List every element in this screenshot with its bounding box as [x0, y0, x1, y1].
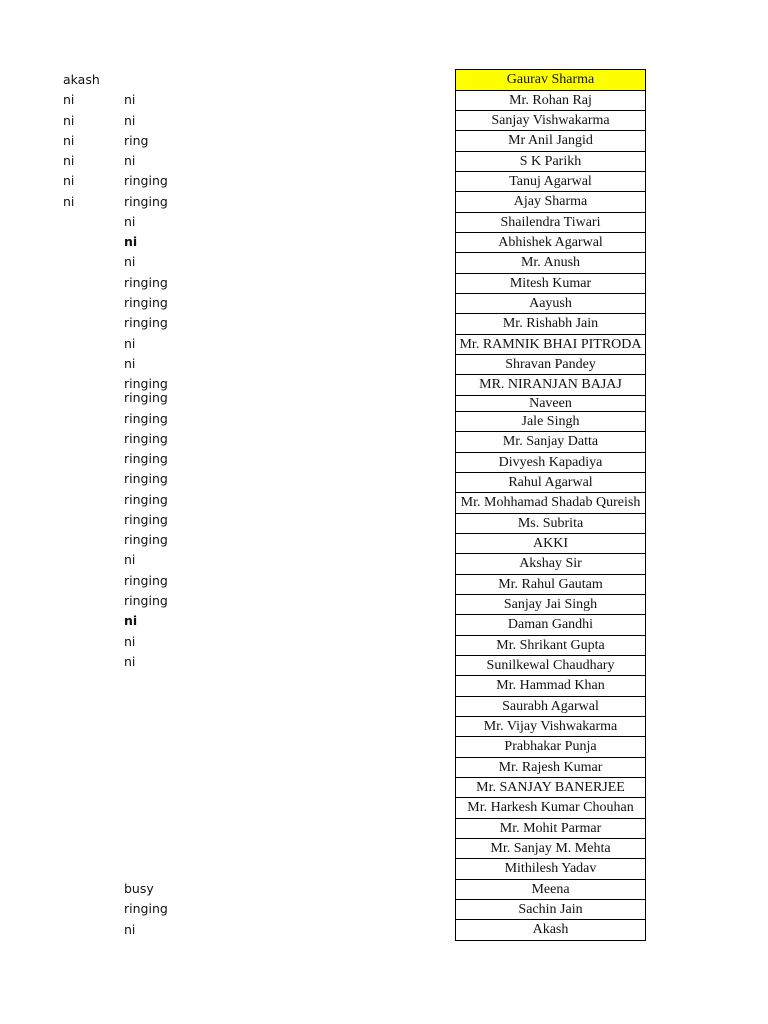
- name-cell: [455, 757, 646, 778]
- name-text: Akash: [532, 922, 569, 937]
- status-a-cell: ni: [63, 153, 75, 169]
- name-cell: [455, 899, 646, 920]
- status-b-cell: ni: [124, 92, 136, 108]
- name-text: MR. NIRANJAN BAJAJ: [479, 377, 622, 392]
- name-cell: [455, 635, 646, 656]
- name-text: Mitesh Kumar: [509, 275, 592, 291]
- name-text: Akshay Sir: [519, 556, 582, 571]
- name-cell: [455, 574, 646, 595]
- name-cell: [455, 777, 646, 798]
- status-b-cell: ni: [124, 254, 136, 270]
- name-cell: [455, 818, 646, 839]
- name-text: Mr. Harkesh Kumar Chouhan: [467, 800, 634, 815]
- name-text: Saurabh Agarwal: [502, 698, 599, 714]
- name-text: Mr. Sanjay M. Mehta: [490, 840, 611, 856]
- status-b-cell: ringing: [124, 430, 168, 446]
- status-b-cell: ringing: [124, 491, 168, 507]
- name-cell: [455, 110, 646, 131]
- status-b-cell: ni: [124, 552, 136, 568]
- name-cell: [455, 90, 646, 111]
- name-text: Tanuj Agarwal: [509, 173, 592, 189]
- status-b-cell: ringing: [124, 451, 168, 467]
- name-cell: [455, 492, 646, 514]
- status-b-cell: ni: [124, 633, 136, 649]
- status-a-cell: ni: [63, 173, 75, 189]
- name-text: Jale Singh: [521, 413, 580, 429]
- name-text: Mr. Shrikant Gupta: [496, 637, 605, 653]
- status-b-cell: ringing: [124, 471, 168, 487]
- name-text: Ajay Sharma: [513, 194, 588, 209]
- name-cell: [455, 452, 646, 473]
- name-cell: [455, 716, 646, 737]
- status-b-cell: ringing: [124, 173, 168, 189]
- name-cell: [455, 212, 646, 233]
- status-b-cell: ringing: [124, 593, 168, 609]
- name-text: S K Parikh: [519, 153, 582, 169]
- status-a-cell: ni: [63, 92, 75, 108]
- name-text: Mithilesh Yadav: [504, 861, 597, 876]
- name-cell: [455, 313, 646, 335]
- status-b-cell: ringing: [124, 410, 168, 426]
- name-cell: [455, 191, 646, 213]
- status-a-cell: ni: [63, 132, 75, 148]
- name-text: Mr. Mohhamad Shadab Qureish: [460, 495, 641, 510]
- name-cell: [455, 334, 646, 355]
- name-text: Mr. Rajesh Kumar: [498, 759, 603, 775]
- status-b-cell: ringing: [124, 315, 168, 331]
- name-cell: [455, 293, 646, 314]
- status-b-cell: ringing: [124, 901, 168, 917]
- name-cell: [455, 614, 646, 636]
- name-cell: [455, 431, 646, 453]
- name-text: Gaurav Sharma: [506, 72, 595, 87]
- name-text: Mr. Vijay Vishwakarma: [483, 718, 618, 734]
- status-a-cell: ni: [63, 112, 75, 128]
- name-text: Mr. Hammad Khan: [496, 678, 605, 693]
- name-text: Mr. Mohit Parmar: [499, 820, 602, 836]
- name-text: Mr. RAMNIK BHAI PITRODA: [459, 336, 642, 352]
- name-cell: [455, 513, 646, 534]
- name-cell: [455, 232, 646, 253]
- status-a-cell: ni: [63, 193, 75, 209]
- status-b-cell: ringing: [124, 294, 168, 310]
- name-text: Naveen: [529, 395, 572, 411]
- name-cell: [455, 858, 646, 880]
- status-b-cell: ni: [124, 213, 136, 229]
- status-b-cell: ringing: [124, 193, 168, 209]
- status-b-cell: ni: [124, 335, 136, 351]
- name-cell: [455, 594, 646, 615]
- name-text: Mr Anil Jangid: [508, 133, 593, 148]
- name-text: Shailendra Tiwari: [500, 214, 601, 230]
- status-b-cell: ringing: [124, 532, 168, 548]
- name-text: Mr. SANJAY BANERJEE: [476, 779, 625, 795]
- name-cell: [455, 411, 646, 432]
- name-text: AKKI: [533, 535, 568, 551]
- status-a-cell: akash: [63, 72, 100, 87]
- name-text: Divyesh Kapadiya: [498, 454, 603, 470]
- name-text: Mr. Rishabh Jain: [502, 316, 599, 331]
- name-text: Mr. Rohan Raj: [509, 92, 592, 108]
- status-b-cell: ni: [124, 613, 138, 629]
- name-text: Sunilkewal Chaudhary: [486, 657, 615, 673]
- status-b-cell: ringing: [124, 274, 168, 290]
- name-cell: [455, 675, 646, 697]
- status-b-cell: ni: [124, 653, 136, 669]
- name-cell: [455, 696, 646, 717]
- status-b-cell: ni: [124, 153, 136, 169]
- name-cell: [455, 533, 646, 554]
- name-cell: [455, 797, 646, 819]
- status-b-cell: ringing: [124, 511, 168, 527]
- name-text: Abhishek Agarwal: [498, 234, 603, 250]
- name-cell: [455, 736, 646, 758]
- name-text: Meena: [531, 881, 570, 897]
- name-cell: [455, 879, 646, 900]
- name-text: Mr. Rahul Gautam: [498, 576, 603, 592]
- status-b-cell: ni: [124, 112, 136, 128]
- name-text: Mr. Anush: [520, 255, 581, 270]
- name-cell: [455, 553, 646, 575]
- status-b-cell: ring: [124, 132, 149, 148]
- name-cell: [455, 273, 646, 294]
- name-cell: [455, 252, 646, 274]
- name-text: Mr. Sanjay Datta: [502, 434, 599, 449]
- name-text: Ms. Subrita: [517, 515, 584, 531]
- name-cell-highlighted: [455, 69, 646, 91]
- name-text: Aayush: [529, 295, 572, 311]
- name-text: Prabhakar Punja: [504, 739, 597, 754]
- name-cell: [455, 171, 646, 192]
- name-text: Sanjay Jai Singh: [503, 596, 598, 612]
- name-cell: [455, 838, 646, 859]
- status-b-cell: ni: [124, 921, 136, 937]
- name-text: Shravan Pandey: [505, 356, 596, 372]
- name-cell: [455, 395, 646, 412]
- name-cell: [455, 151, 646, 172]
- status-b-cell: ringing: [124, 376, 168, 392]
- name-text: Daman Gandhi: [507, 617, 594, 632]
- status-b-cell: busy: [124, 881, 154, 896]
- name-text: Rahul Agarwal: [508, 474, 593, 490]
- name-text: Sanjay Vishwakarma: [491, 112, 610, 128]
- name-text: Sachin Jain: [518, 901, 583, 917]
- name-cell: [455, 472, 646, 493]
- name-cell: [455, 354, 646, 375]
- status-b-cell: ni: [124, 355, 136, 371]
- name-cell: [455, 374, 646, 396]
- name-cell: [455, 919, 646, 941]
- status-b-cell: ni: [124, 234, 138, 250]
- status-b-cell: ringing: [124, 390, 168, 406]
- status-b-cell: ringing: [124, 572, 168, 588]
- name-cell: [455, 655, 646, 676]
- name-cell: [455, 130, 646, 152]
